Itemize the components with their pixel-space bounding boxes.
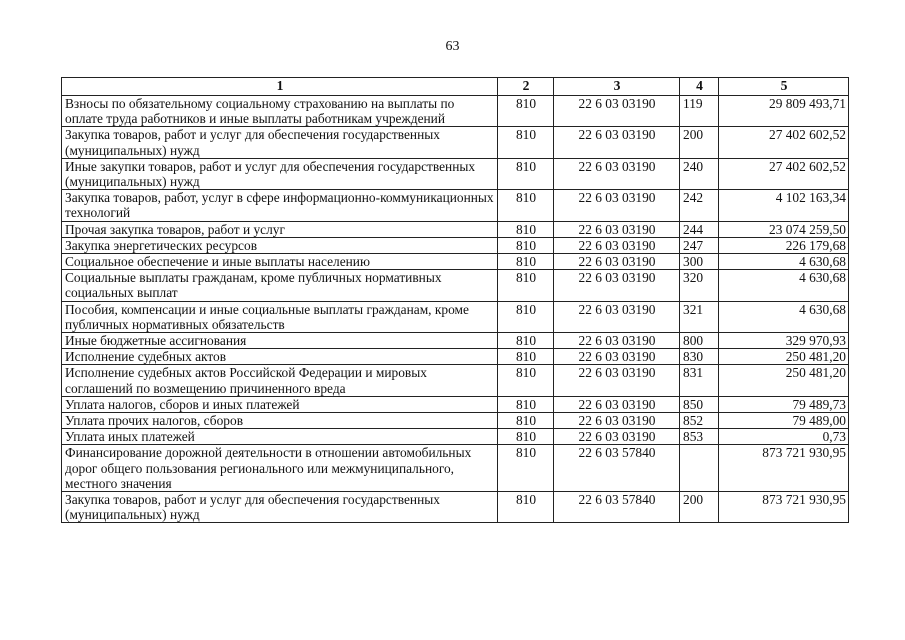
row-name-cell: Социальное обеспечение и иные выплаты населению: [62, 254, 498, 270]
row-name-cell: Исполнение судебных актов Российской Федерации и мировых соглашений по возмещению причиненного вреда: [62, 365, 498, 396]
row-amount-cell: 29 809 493,71: [719, 96, 849, 127]
row-name-cell: Закупка товаров, работ и услуг для обеспечения государственных (муниципальных) нужд: [62, 127, 498, 158]
row-amount-cell: 250 481,20: [719, 349, 849, 365]
row-name-cell: Закупка энергетических ресурсов: [62, 237, 498, 253]
row-ministry-code-cell: 810: [498, 158, 554, 189]
row-amount-cell: 27 402 602,52: [719, 127, 849, 158]
row-expense-type-cell: 242: [680, 190, 719, 221]
row-amount-cell: 79 489,00: [719, 413, 849, 429]
row-amount-cell: 226 179,68: [719, 237, 849, 253]
table-row: [62, 237, 849, 253]
table-row: [62, 221, 849, 237]
table-row: [62, 445, 849, 492]
row-expense-type-cell: [680, 445, 719, 492]
row-expense-type-cell: 119: [680, 96, 719, 127]
row-ministry-code-cell: 810: [498, 127, 554, 158]
table-row: [62, 127, 849, 158]
row-ministry-code-cell: 810: [498, 96, 554, 127]
table-row: [62, 96, 849, 127]
row-name-cell: Закупка товаров, работ и услуг для обеспечения государственных (муниципальных) нужд: [62, 492, 498, 523]
table-row: [62, 270, 849, 301]
row-ministry-code-cell: 810: [498, 396, 554, 412]
row-expense-type-cell: 850: [680, 396, 719, 412]
row-name-cell: Иные закупки товаров, работ и услуг для обеспечения государственных (муниципальных) нужд: [62, 158, 498, 189]
row-ministry-code-cell: 810: [498, 413, 554, 429]
row-target-code-cell: 22 6 03 03190: [554, 429, 680, 445]
row-target-code-cell: 22 6 03 03190: [554, 270, 680, 301]
row-name-cell: Уплата налогов, сборов и иных платежей: [62, 396, 498, 412]
row-target-code-cell: 22 6 03 03190: [554, 349, 680, 365]
row-target-code-cell: 22 6 03 03190: [554, 396, 680, 412]
row-amount-cell: 873 721 930,95: [719, 492, 849, 523]
row-target-code-cell: 22 6 03 57840: [554, 492, 680, 523]
row-target-code-cell: 22 6 03 03190: [554, 96, 680, 127]
row-expense-type-cell: 853: [680, 429, 719, 445]
row-name-cell: Иные бюджетные ассигнования: [62, 333, 498, 349]
row-expense-type-cell: 320: [680, 270, 719, 301]
table-row: [62, 158, 849, 189]
row-ministry-code-cell: 810: [498, 221, 554, 237]
row-target-code-cell: 22 6 03 03190: [554, 333, 680, 349]
row-target-code-cell: 22 6 03 57840: [554, 445, 680, 492]
row-amount-cell: 329 970,93: [719, 333, 849, 349]
row-amount-cell: 4 630,68: [719, 270, 849, 301]
header-col-5: 5: [719, 78, 849, 96]
row-expense-type-cell: 247: [680, 237, 719, 253]
row-name-cell: Исполнение судебных актов: [62, 349, 498, 365]
row-ministry-code-cell: 810: [498, 429, 554, 445]
table-row: [62, 254, 849, 270]
row-ministry-code-cell: 810: [498, 445, 554, 492]
row-target-code-cell: 22 6 03 03190: [554, 158, 680, 189]
row-expense-type-cell: 831: [680, 365, 719, 396]
header-col-2: 2: [498, 78, 554, 96]
table-row: [62, 301, 849, 332]
row-name-cell: Социальные выплаты гражданам, кроме публичных нормативных социальных выплат: [62, 270, 498, 301]
row-expense-type-cell: 852: [680, 413, 719, 429]
row-amount-cell: 23 074 259,50: [719, 221, 849, 237]
row-expense-type-cell: 200: [680, 127, 719, 158]
table-header-row: [62, 78, 849, 96]
row-target-code-cell: 22 6 03 03190: [554, 127, 680, 158]
row-name-cell: Взносы по обязательному социальному страхованию на выплаты по оплате труда работников и иные выплаты работникам учреждений: [62, 96, 498, 127]
row-amount-cell: 0,73: [719, 429, 849, 445]
row-ministry-code-cell: 810: [498, 270, 554, 301]
row-expense-type-cell: 300: [680, 254, 719, 270]
row-ministry-code-cell: 810: [498, 349, 554, 365]
row-name-cell: Закупка товаров, работ, услуг в сфере информационно-коммуникационных технологий: [62, 190, 498, 221]
header-col-3: 3: [554, 78, 680, 96]
row-amount-cell: 4 630,68: [719, 254, 849, 270]
row-expense-type-cell: 200: [680, 492, 719, 523]
row-expense-type-cell: 830: [680, 349, 719, 365]
row-expense-type-cell: 321: [680, 301, 719, 332]
row-target-code-cell: 22 6 03 03190: [554, 190, 680, 221]
row-ministry-code-cell: 810: [498, 254, 554, 270]
row-expense-type-cell: 800: [680, 333, 719, 349]
table-row: [62, 413, 849, 429]
table-row: [62, 365, 849, 396]
page-number: 63: [445, 39, 460, 54]
row-target-code-cell: 22 6 03 03190: [554, 254, 680, 270]
row-expense-type-cell: 240: [680, 158, 719, 189]
budget-table: [61, 77, 849, 523]
row-name-cell: Уплата прочих налогов, сборов: [62, 413, 498, 429]
row-amount-cell: 873 721 930,95: [719, 445, 849, 492]
table-row: [62, 492, 849, 523]
row-ministry-code-cell: 810: [498, 492, 554, 523]
row-ministry-code-cell: 810: [498, 237, 554, 253]
table-row: [62, 349, 849, 365]
table-row: [62, 429, 849, 445]
row-ministry-code-cell: 810: [498, 333, 554, 349]
row-target-code-cell: 22 6 03 03190: [554, 413, 680, 429]
row-amount-cell: 27 402 602,52: [719, 158, 849, 189]
header-col-1: 1: [62, 78, 498, 96]
row-amount-cell: 79 489,73: [719, 396, 849, 412]
row-ministry-code-cell: 810: [498, 190, 554, 221]
row-target-code-cell: 22 6 03 03190: [554, 365, 680, 396]
row-amount-cell: 4 102 163,34: [719, 190, 849, 221]
header-col-4: 4: [680, 78, 719, 96]
row-ministry-code-cell: 810: [498, 365, 554, 396]
row-target-code-cell: 22 6 03 03190: [554, 301, 680, 332]
row-target-code-cell: 22 6 03 03190: [554, 237, 680, 253]
row-name-cell: Пособия, компенсации и иные социальные выплаты гражданам, кроме публичных нормативных обязательств: [62, 301, 498, 332]
table-row: [62, 396, 849, 412]
row-ministry-code-cell: 810: [498, 301, 554, 332]
table-body: [62, 96, 849, 523]
table-row: [62, 190, 849, 221]
row-amount-cell: 250 481,20: [719, 365, 849, 396]
row-amount-cell: 4 630,68: [719, 301, 849, 332]
table-row: [62, 333, 849, 349]
row-target-code-cell: 22 6 03 03190: [554, 221, 680, 237]
row-name-cell: Уплата иных платежей: [62, 429, 498, 445]
row-name-cell: Прочая закупка товаров, работ и услуг: [62, 221, 498, 237]
row-expense-type-cell: 244: [680, 221, 719, 237]
row-name-cell: Финансирование дорожной деятельности в отношении автомобильных дорог общего пользования регионального или межмуниципального, местного значения: [62, 445, 498, 492]
